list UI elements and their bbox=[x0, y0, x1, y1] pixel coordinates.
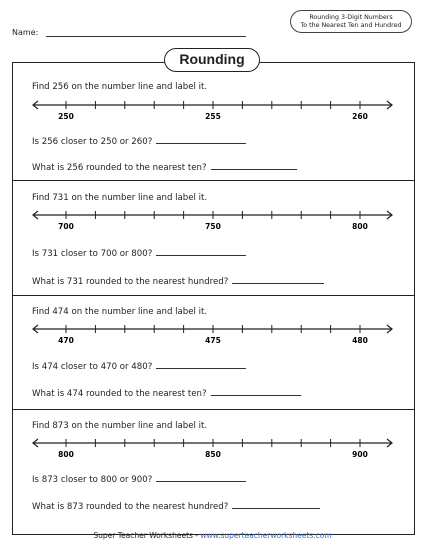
section-divider bbox=[12, 409, 415, 410]
rounding-question: What is 474 rounded to the nearest ten? bbox=[32, 389, 207, 399]
footer-separator: - bbox=[192, 531, 201, 540]
tick-label: 475 bbox=[205, 336, 221, 345]
tick-label: 750 bbox=[205, 222, 221, 231]
answer-blank[interactable] bbox=[156, 480, 246, 482]
worksheet-title: Rounding bbox=[164, 48, 260, 72]
footer-url[interactable]: www.superteacherworksheets.com bbox=[200, 531, 332, 540]
rounding-question: What is 256 rounded to the nearest ten? bbox=[32, 163, 207, 173]
tick-label: 480 bbox=[352, 336, 368, 345]
number-line bbox=[28, 98, 398, 124]
tick-label: 900 bbox=[352, 450, 368, 459]
answer-blank[interactable] bbox=[232, 282, 324, 284]
question-row bbox=[32, 163, 297, 173]
rounding-question: What is 873 rounded to the nearest hundred? bbox=[32, 502, 229, 512]
answer-blank[interactable] bbox=[156, 367, 246, 369]
question-row bbox=[32, 362, 246, 372]
answer-blank[interactable] bbox=[156, 254, 246, 256]
question-row bbox=[32, 277, 324, 287]
topic-badge bbox=[290, 10, 412, 33]
number-line bbox=[28, 208, 398, 234]
closer-question: Is 731 closer to 700 or 800? bbox=[32, 249, 153, 259]
answer-blank[interactable] bbox=[232, 507, 320, 509]
question-row bbox=[32, 389, 301, 399]
find-instruction: Find 256 on the number line and label it. bbox=[32, 82, 208, 92]
question-row bbox=[32, 475, 246, 485]
number-line bbox=[28, 436, 398, 462]
tick-label: 260 bbox=[352, 112, 368, 121]
footer-brand: Super Teacher Worksheets bbox=[93, 531, 193, 540]
answer-blank[interactable] bbox=[211, 168, 297, 170]
find-instruction: Find 873 on the number line and label it. bbox=[32, 421, 208, 431]
badge-line-1: Rounding 3-Digit Numbers bbox=[309, 14, 393, 21]
tick-label: 800 bbox=[352, 222, 368, 231]
footer bbox=[0, 531, 425, 540]
tick-label: 250 bbox=[58, 112, 74, 121]
badge-line-2: To the Nearest Ten and Hundred bbox=[300, 22, 402, 29]
number-line bbox=[28, 322, 398, 348]
tick-label: 470 bbox=[58, 336, 74, 345]
closer-question: Is 873 closer to 800 or 900? bbox=[32, 475, 153, 485]
answer-blank[interactable] bbox=[211, 394, 301, 396]
closer-question: Is 256 closer to 250 or 260? bbox=[32, 137, 153, 147]
answer-blank[interactable] bbox=[156, 142, 246, 144]
tick-label: 850 bbox=[205, 450, 221, 459]
name-field[interactable] bbox=[46, 36, 246, 37]
section-divider bbox=[12, 295, 415, 296]
tick-label: 255 bbox=[205, 112, 221, 121]
name-label: Name: bbox=[12, 28, 39, 37]
tick-label: 800 bbox=[58, 450, 74, 459]
find-instruction: Find 731 on the number line and label it. bbox=[32, 193, 208, 203]
question-row bbox=[32, 137, 246, 147]
worksheet-frame bbox=[12, 62, 415, 535]
section-divider bbox=[12, 180, 415, 181]
tick-label: 700 bbox=[58, 222, 74, 231]
question-row bbox=[32, 249, 246, 259]
question-row bbox=[32, 502, 320, 512]
closer-question: Is 474 closer to 470 or 480? bbox=[32, 362, 153, 372]
rounding-question: What is 731 rounded to the nearest hundred? bbox=[32, 277, 229, 287]
find-instruction: Find 474 on the number line and label it. bbox=[32, 307, 208, 317]
